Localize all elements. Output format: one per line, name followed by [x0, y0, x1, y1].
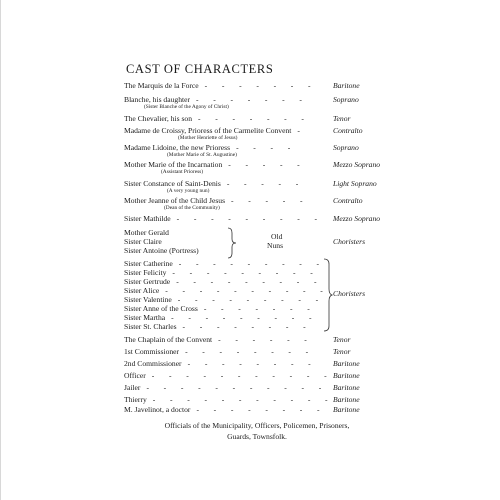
- voice-type: Light Soprano: [333, 179, 377, 188]
- leader-dots: - - - - - -: [218, 335, 314, 344]
- role-name: 2nd Commissioner: [124, 359, 182, 368]
- voice-type: Tenor: [333, 114, 351, 123]
- leader-dots: - - - - - - - - -: [177, 295, 325, 304]
- old-nuns-label-2: Nuns: [267, 241, 284, 250]
- leader-dots: - - - -: [236, 143, 297, 152]
- cast-row: [124, 144, 364, 152]
- role-name: Mother Jeanne of the Child Jesus: [124, 196, 226, 205]
- leader-dots: - - - - - - - -: [185, 347, 315, 356]
- leader-dots: - - - - - - - - -: [171, 313, 318, 322]
- cast-row: [124, 96, 364, 104]
- voice-type: Baritone: [333, 395, 360, 404]
- leader-dots: - - - - - - - -: [187, 359, 318, 368]
- cast-row: [124, 384, 364, 392]
- group-member: Sister Antoine (Portress): [124, 246, 199, 255]
- role-name: Sister Gertrude: [124, 277, 171, 286]
- right-brace-icon: [323, 258, 333, 332]
- leader-dots: - - - - - - - - - - -: [152, 395, 334, 404]
- leader-dots: - - - - - - -: [204, 81, 317, 90]
- cast-row: [124, 115, 364, 123]
- voice-type: Tenor: [333, 347, 351, 356]
- role-name: Mother Marie of the Incarnation: [124, 160, 223, 169]
- group-member: Sister Claire: [124, 237, 162, 246]
- role-name: Sister Alice: [124, 286, 160, 295]
- cast-row: [124, 360, 364, 368]
- leader-dots: - - - - - - -: [198, 114, 311, 123]
- role-name: Sister Catherine: [124, 259, 173, 268]
- cast-row: [124, 396, 364, 404]
- voice-type: Contralto: [333, 196, 363, 205]
- role-name: Madame de Croissy, Prioress of the Carmelite Convent: [124, 126, 292, 135]
- leader-dots: - - - - - - - -: [182, 322, 313, 331]
- role-subtitle: (Mother Marie of St. Augustine): [167, 152, 237, 158]
- voice-type: Tenor: [333, 335, 351, 344]
- voice-type: Choristers: [333, 289, 366, 298]
- leader-dots: - - - - - - -: [196, 95, 309, 104]
- cast-row: [124, 336, 364, 344]
- role-name: Jailer: [124, 383, 141, 392]
- cast-row: [124, 82, 364, 90]
- leader-dots: -: [297, 126, 307, 135]
- role-name: The Marquis de la Force: [124, 81, 199, 90]
- leader-dots: - - - - - - - - - -: [165, 286, 330, 295]
- voice-type: Mezzo Soprano: [333, 214, 381, 223]
- role-name: M. Javelinot, a doctor: [124, 405, 191, 414]
- cast-row: [124, 348, 364, 356]
- role-name: Blanche, his daughter: [124, 95, 191, 104]
- footer-line: Guards, Townsfolk.: [227, 432, 287, 441]
- role-name: Sister Martha: [124, 313, 166, 322]
- cast-row: [124, 161, 364, 169]
- leader-dots: - - - - -: [226, 179, 305, 188]
- role-name: Sister St. Charles: [124, 322, 177, 331]
- role-name: Officer: [124, 371, 146, 380]
- voice-type: Soprano: [333, 143, 359, 152]
- role-name: Sister Anne of the Cross: [124, 304, 198, 313]
- cast-row: [124, 180, 364, 188]
- role-name: Madame Lidoine, the new Prioress: [124, 143, 231, 152]
- voice-type: Baritone: [333, 81, 360, 90]
- leader-dots: - - - - -: [231, 196, 309, 205]
- footer-note: [141, 420, 373, 442]
- role-subtitle: (A very young nun): [167, 188, 210, 194]
- leader-dots: - - - - - - - -: [196, 405, 326, 414]
- role-subtitle: (Mother Henriette of Jesus): [178, 135, 238, 141]
- voice-type: Soprano: [333, 95, 359, 104]
- old-nuns-label-1: Old: [271, 232, 283, 241]
- cast-row: [124, 372, 364, 380]
- role-subtitle: (Dean of the Community): [164, 205, 220, 211]
- leader-dots: - - - - -: [228, 160, 307, 169]
- role-name: Sister Constance of Saint-Denis: [124, 179, 221, 188]
- cast-row: [124, 215, 364, 223]
- voice-type: Baritone: [333, 383, 360, 392]
- voice-type: Choristers: [333, 237, 366, 246]
- footer-line: Officials of the Municipality, Officers, Policemen, Prisoners,: [164, 421, 350, 430]
- right-brace-icon: [227, 227, 237, 259]
- role-subtitle: (Sister Blanche of the Agony of Christ): [144, 104, 229, 110]
- voice-type: Baritone: [333, 359, 360, 368]
- cast-row: [124, 127, 330, 135]
- role-name: Sister Felicity: [124, 268, 167, 277]
- leader-dots: - - - - - - - - -: [176, 214, 324, 223]
- voice-type: Baritone: [333, 405, 360, 414]
- voice-type: Contralto: [333, 126, 363, 135]
- leader-dots: - - - - - - - - -: [176, 277, 323, 286]
- leader-dots: - - - - - - -: [203, 304, 317, 313]
- voice-type: Mezzo Soprano: [333, 160, 381, 169]
- role-name: The Chevalier, his son: [124, 114, 193, 123]
- leader-dots: - - - - - - - - -: [172, 268, 320, 277]
- leader-dots: - - - - - - - - - - -: [146, 383, 328, 392]
- leader-dots: - - - - - - - - -: [178, 259, 326, 268]
- role-name: Sister Mathilde: [124, 214, 171, 223]
- cast-row: [124, 406, 364, 414]
- leader-dots: - - - - - - - - - - -: [151, 371, 333, 380]
- role-subtitle: (Assistant Prioress): [161, 169, 204, 175]
- cast-row: [124, 197, 364, 205]
- voice-type: Baritone: [333, 371, 360, 380]
- role-name: The Chaplain of the Convent: [124, 335, 213, 344]
- role-name: Thierry: [124, 395, 147, 404]
- page-title: CAST OF CHARACTERS: [126, 62, 274, 76]
- group-member: Mother Gerald: [124, 228, 169, 237]
- role-name: 1st Commissioner: [124, 347, 180, 356]
- role-name: Sister Valentine: [124, 295, 172, 304]
